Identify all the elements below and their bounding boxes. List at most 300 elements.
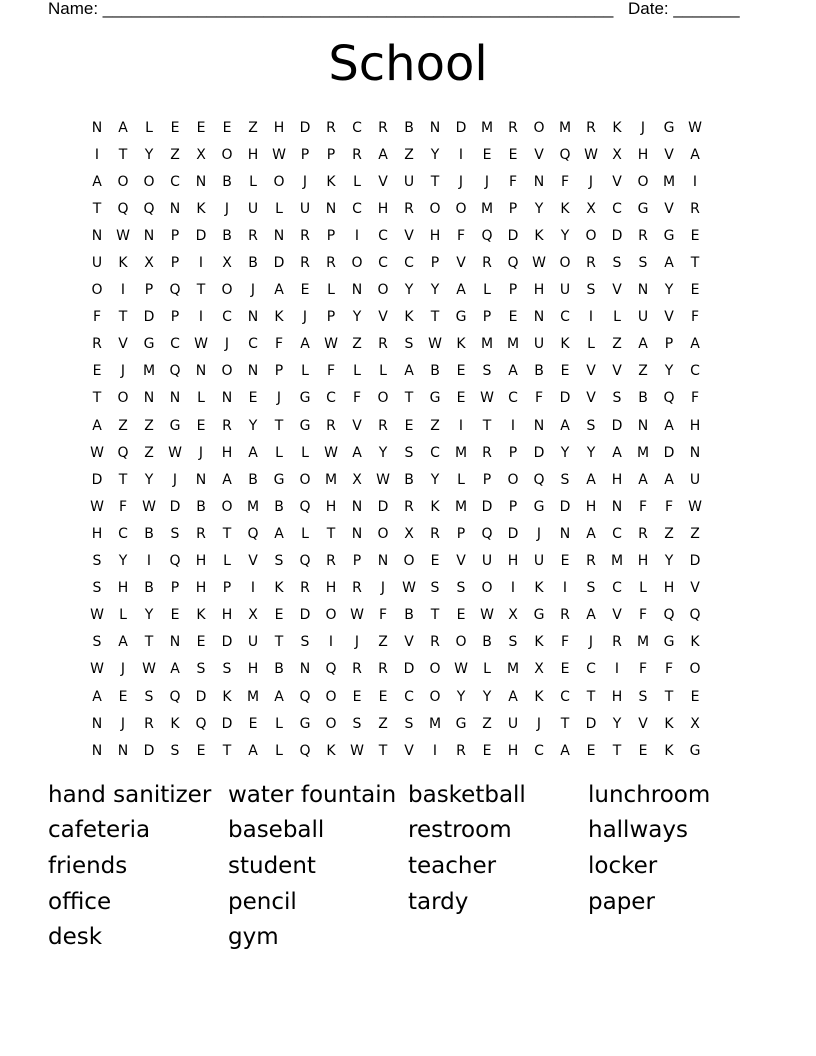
grid-letter: Y — [664, 553, 674, 570]
grid-letter: A — [378, 146, 388, 163]
grid-letter: A — [248, 444, 258, 461]
grid-letter: D — [533, 444, 545, 461]
grid-letter: U — [533, 336, 545, 353]
grid-letter: H — [637, 146, 649, 163]
grid-letter: M — [480, 119, 494, 136]
grid-letter: T — [326, 525, 336, 542]
grid-letter: S — [404, 715, 414, 732]
grid-letter: J — [302, 309, 308, 326]
grid-letter: E — [248, 390, 258, 407]
grid-letter: A — [92, 173, 102, 190]
grid-letter: L — [327, 282, 335, 299]
grid-letter: T — [560, 715, 570, 732]
grid-letter: K — [404, 309, 414, 326]
grid-letter: E — [196, 417, 206, 434]
grid-letter: I — [458, 417, 464, 434]
grid-letter: A — [222, 471, 232, 488]
grid-letter: C — [352, 119, 362, 136]
grid-letter: A — [612, 444, 622, 461]
grid-letter: C — [326, 390, 336, 407]
grid-letter: B — [274, 498, 284, 515]
grid-letter: T — [118, 309, 128, 326]
grid-letter: K — [534, 580, 544, 597]
grid-letter: G — [299, 715, 311, 732]
grid-letter: B — [404, 119, 414, 136]
grid-letter: U — [689, 471, 701, 488]
grid-letter: C — [612, 200, 622, 217]
grid-letter: A — [118, 119, 128, 136]
grid-letter: S — [560, 471, 570, 488]
grid-letter: F — [664, 661, 674, 678]
grid-letter: R — [352, 661, 362, 678]
grid-letter: T — [144, 634, 154, 651]
grid-letter: N — [689, 444, 701, 461]
grid-letter: Y — [430, 471, 440, 488]
grid-letter: J — [120, 715, 126, 732]
grid-letter: S — [612, 255, 622, 272]
grid-letter: D — [143, 742, 155, 759]
grid-letter: M — [662, 173, 676, 190]
grid-letter: S — [404, 336, 414, 353]
grid-letter: K — [456, 336, 466, 353]
grid-letter: G — [273, 471, 285, 488]
grid-letter: S — [300, 634, 310, 651]
grid-letter: P — [326, 309, 336, 326]
name-field-label: Name: ______________________________________________________ — [48, 0, 614, 18]
grid-letter: A — [690, 336, 700, 353]
grid-letter: L — [301, 444, 309, 461]
grid-letter: R — [586, 255, 596, 272]
grid-letter: Z — [248, 119, 258, 136]
grid-letter: M — [246, 688, 260, 705]
grid-letter: J — [224, 336, 230, 353]
grid-letter: O — [429, 661, 441, 678]
grid-letter: R — [404, 200, 414, 217]
grid-letter: Q — [247, 525, 259, 542]
word-list-item: baseball — [228, 817, 325, 844]
grid-letter: N — [325, 200, 337, 217]
grid-letter: L — [457, 471, 465, 488]
grid-letter: P — [222, 580, 232, 597]
grid-letter: Z — [404, 146, 414, 163]
grid-letter: U — [637, 309, 649, 326]
grid-letter: P — [326, 146, 336, 163]
grid-letter: F — [274, 336, 284, 353]
grid-letter: O — [273, 173, 285, 190]
grid-letter: I — [458, 146, 464, 163]
grid-letter: A — [300, 336, 310, 353]
grid-letter: D — [481, 498, 493, 515]
grid-letter: P — [326, 227, 336, 244]
grid-letter: Y — [430, 146, 440, 163]
grid-letter: G — [533, 498, 545, 515]
grid-letter: Q — [481, 525, 493, 542]
grid-letter: X — [404, 525, 414, 542]
grid-letter: Y — [560, 444, 570, 461]
grid-letter: F — [638, 661, 648, 678]
grid-letter: Q — [507, 255, 519, 272]
grid-letter: N — [221, 390, 233, 407]
grid-letter: X — [612, 146, 622, 163]
grid-letter: E — [196, 634, 206, 651]
grid-letter: E — [274, 607, 284, 624]
grid-letter: M — [480, 336, 494, 353]
grid-letter: N — [169, 390, 181, 407]
grid-letter: N — [559, 525, 571, 542]
grid-letter: T — [118, 471, 128, 488]
grid-letter: C — [248, 336, 258, 353]
grid-letter: Q — [299, 553, 311, 570]
grid-letter: N — [195, 471, 207, 488]
grid-letter: K — [196, 607, 206, 624]
grid-letter: E — [378, 688, 388, 705]
grid-letter: F — [508, 173, 518, 190]
grid-letter: S — [586, 580, 596, 597]
grid-letter: D — [507, 525, 519, 542]
grid-letter: D — [585, 715, 597, 732]
grid-letter: O — [117, 173, 129, 190]
grid-letter: D — [455, 119, 467, 136]
grid-letter: B — [274, 661, 284, 678]
grid-letter: B — [222, 173, 232, 190]
grid-letter: Q — [325, 661, 337, 678]
grid-letter: L — [301, 363, 309, 380]
word-list-item: teacher — [408, 852, 497, 879]
grid-letter: I — [510, 580, 516, 597]
grid-letter: T — [274, 417, 284, 434]
grid-letter: C — [352, 200, 362, 217]
grid-letter: W — [688, 498, 702, 515]
grid-letter: P — [482, 471, 492, 488]
grid-letter: K — [690, 634, 700, 651]
grid-letter: D — [273, 255, 285, 272]
grid-letter: R — [300, 255, 310, 272]
grid-letter: K — [326, 173, 336, 190]
grid-letter: Y — [352, 309, 362, 326]
grid-letter: Z — [144, 444, 154, 461]
grid-letter: A — [508, 688, 518, 705]
grid-letter: X — [144, 255, 154, 272]
grid-letter: K — [534, 688, 544, 705]
grid-letter: S — [92, 634, 102, 651]
worksheet-header — [48, 0, 740, 18]
grid-letter: E — [482, 742, 492, 759]
grid-letter: V — [612, 282, 622, 299]
grid-letter: W — [324, 444, 338, 461]
grid-letter: F — [638, 498, 648, 515]
grid-letter: M — [506, 336, 520, 353]
grid-letter: N — [611, 498, 623, 515]
grid-letter: A — [586, 525, 596, 542]
grid-letter: B — [534, 363, 544, 380]
grid-letter: P — [508, 282, 518, 299]
grid-letter: Y — [248, 417, 258, 434]
word-list-item: desk — [48, 924, 103, 951]
grid-letter: Y — [144, 471, 154, 488]
grid-letter: X — [508, 607, 518, 624]
word-list-item: friends — [48, 852, 128, 879]
grid-letter: R — [560, 607, 570, 624]
grid-letter: R — [352, 146, 362, 163]
grid-letter: P — [170, 255, 180, 272]
grid-letter: X — [196, 146, 206, 163]
grid-letter: A — [274, 688, 284, 705]
grid-letter: O — [325, 607, 337, 624]
grid-letter: J — [120, 363, 126, 380]
grid-letter: O — [481, 580, 493, 597]
grid-letter: V — [118, 336, 128, 353]
grid-letter: O — [429, 200, 441, 217]
grid-letter: N — [247, 363, 259, 380]
grid-letter: O — [221, 498, 233, 515]
grid-letter: E — [560, 553, 570, 570]
grid-letter: C — [222, 309, 232, 326]
grid-letter: F — [560, 173, 570, 190]
grid-letter: R — [300, 580, 310, 597]
grid-letter: V — [534, 146, 544, 163]
grid-letter: H — [611, 471, 623, 488]
grid-letter: R — [612, 634, 622, 651]
grid-letter: I — [432, 742, 438, 759]
grid-letter: G — [299, 417, 311, 434]
grid-letter: H — [221, 444, 233, 461]
grid-letter: L — [353, 173, 361, 190]
grid-letter: V — [664, 200, 674, 217]
grid-letter: W — [90, 661, 104, 678]
grid-letter: A — [92, 417, 102, 434]
grid-letter: W — [116, 227, 130, 244]
grid-letter: F — [92, 309, 102, 326]
grid-letter: D — [195, 227, 207, 244]
grid-letter: M — [324, 471, 338, 488]
grid-letter: N — [637, 282, 649, 299]
grid-letter: U — [299, 200, 311, 217]
grid-letter: H — [507, 742, 519, 759]
word-list-item: hand sanitizer — [48, 781, 212, 808]
grid-letter: O — [533, 119, 545, 136]
grid-letter: Y — [144, 607, 154, 624]
grid-letter: R — [690, 200, 700, 217]
grid-letter: Q — [299, 498, 311, 515]
grid-letter: T — [378, 742, 388, 759]
grid-letter: O — [637, 173, 649, 190]
grid-letter: I — [562, 580, 568, 597]
grid-letter: E — [352, 688, 362, 705]
word-list-item: cafeteria — [48, 817, 151, 844]
grid-letter: E — [508, 309, 518, 326]
grid-letter: T — [482, 417, 492, 434]
grid-letter: K — [196, 200, 206, 217]
grid-letter: G — [169, 417, 181, 434]
grid-letter: T — [404, 390, 414, 407]
grid-letter: E — [456, 607, 466, 624]
grid-letter: G — [143, 336, 155, 353]
grid-letter: D — [91, 471, 103, 488]
grid-letter: A — [664, 471, 674, 488]
grid-letter: O — [377, 282, 389, 299]
grid-letter: W — [194, 336, 208, 353]
grid-letter: I — [198, 255, 204, 272]
grid-letter: N — [143, 227, 155, 244]
grid-letter: H — [195, 553, 207, 570]
grid-letter: A — [404, 363, 414, 380]
grid-letter: K — [560, 200, 570, 217]
grid-letter: I — [94, 146, 100, 163]
grid-letter: I — [198, 309, 204, 326]
grid-letter: R — [378, 661, 388, 678]
grid-letter: D — [169, 498, 181, 515]
grid-letter: H — [91, 525, 103, 542]
grid-letter: V — [456, 255, 466, 272]
grid-letter: D — [221, 634, 233, 651]
grid-letter: N — [533, 417, 545, 434]
grid-letter: S — [508, 634, 518, 651]
grid-letter: H — [663, 580, 675, 597]
grid-letter: G — [663, 227, 675, 244]
grid-letter: W — [402, 580, 416, 597]
grid-letter: S — [638, 255, 648, 272]
grid-letter: W — [376, 471, 390, 488]
grid-letter: Z — [430, 417, 440, 434]
grid-letter: I — [250, 580, 256, 597]
grid-letter: K — [170, 715, 180, 732]
grid-letter: B — [222, 227, 232, 244]
grid-letter: N — [169, 634, 181, 651]
grid-letter: Q — [689, 607, 701, 624]
grid-letter: C — [560, 688, 570, 705]
grid-letter: A — [560, 742, 570, 759]
grid-letter: Z — [690, 525, 700, 542]
word-list-item: locker — [588, 852, 658, 879]
grid-letter: C — [508, 390, 518, 407]
grid-letter: T — [118, 146, 128, 163]
grid-letter: Y — [664, 282, 674, 299]
grid-letter: Q — [481, 227, 493, 244]
grid-letter: U — [247, 634, 259, 651]
grid-letter: M — [454, 498, 468, 515]
grid-letter: I — [692, 173, 698, 190]
grid-letter: L — [119, 607, 127, 624]
grid-letter: T — [92, 390, 102, 407]
grid-letter: G — [533, 607, 545, 624]
grid-letter: M — [506, 661, 520, 678]
grid-letter: O — [221, 146, 233, 163]
grid-letter: E — [638, 742, 648, 759]
grid-letter: Q — [117, 444, 129, 461]
grid-letter: V — [248, 553, 258, 570]
grid-letter: R — [300, 227, 310, 244]
grid-letter: P — [508, 200, 518, 217]
grid-letter: P — [170, 309, 180, 326]
grid-letter: W — [480, 390, 494, 407]
grid-letter: C — [404, 255, 414, 272]
grid-letter: V — [404, 742, 414, 759]
grid-letter: E — [430, 553, 440, 570]
grid-letter: S — [92, 553, 102, 570]
grid-letter: Z — [352, 336, 362, 353]
grid-letter: R — [378, 119, 388, 136]
grid-letter: E — [222, 119, 232, 136]
grid-letter: D — [377, 498, 389, 515]
grid-letter: Q — [533, 471, 545, 488]
grid-letter: N — [91, 227, 103, 244]
grid-letter: M — [636, 634, 650, 651]
grid-letter: N — [533, 173, 545, 190]
grid-letter: A — [664, 255, 674, 272]
grid-letter: E — [482, 146, 492, 163]
grid-letter: U — [403, 173, 415, 190]
grid-letter: L — [223, 553, 231, 570]
grid-letter: T — [690, 255, 700, 272]
grid-letter: L — [145, 119, 153, 136]
grid-letter: H — [689, 417, 701, 434]
grid-letter: F — [326, 363, 336, 380]
grid-letter: R — [352, 580, 362, 597]
grid-letter: A — [638, 336, 648, 353]
grid-letter: F — [638, 607, 648, 624]
grid-letter: Y — [118, 553, 128, 570]
grid-letter: L — [379, 363, 387, 380]
grid-letter: U — [481, 553, 493, 570]
grid-letter: B — [638, 390, 648, 407]
grid-letter: R — [404, 498, 414, 515]
grid-letter: H — [117, 580, 129, 597]
grid-letter: V — [456, 553, 466, 570]
grid-letter: C — [612, 580, 622, 597]
grid-letter: C — [170, 173, 180, 190]
grid-letter: C — [378, 255, 388, 272]
word-list-item: gym — [228, 924, 279, 951]
grid-letter: V — [404, 227, 414, 244]
grid-letter: L — [275, 742, 283, 759]
grid-letter: K — [274, 580, 284, 597]
grid-letter: E — [170, 119, 180, 136]
grid-letter: I — [146, 553, 152, 570]
grid-letter: D — [221, 715, 233, 732]
grid-letter: E — [248, 715, 258, 732]
grid-letter: T — [196, 282, 206, 299]
grid-letter: T — [586, 688, 596, 705]
grid-letter: M — [480, 200, 494, 217]
grid-letter: O — [299, 471, 311, 488]
grid-letter: W — [454, 661, 468, 678]
grid-letter: T — [664, 688, 674, 705]
grid-letter: A — [508, 363, 518, 380]
grid-letter: D — [611, 227, 623, 244]
grid-letter: A — [586, 471, 596, 488]
grid-letter: C — [690, 363, 700, 380]
grid-letter: N — [195, 363, 207, 380]
grid-letter: V — [586, 390, 596, 407]
grid-letter: B — [404, 607, 414, 624]
grid-letter: H — [325, 498, 337, 515]
grid-letter: L — [613, 309, 621, 326]
grid-letter: V — [612, 607, 622, 624]
word-list-item: tardy — [408, 888, 469, 915]
grid-letter: S — [92, 580, 102, 597]
grid-letter: W — [584, 146, 598, 163]
grid-letter: P — [430, 255, 440, 272]
grid-letter: I — [328, 634, 334, 651]
grid-letter: H — [507, 553, 519, 570]
grid-letter: N — [117, 742, 129, 759]
grid-letter: R — [248, 227, 258, 244]
grid-letter: D — [403, 661, 415, 678]
grid-letter: S — [612, 390, 622, 407]
grid-letter: D — [611, 417, 623, 434]
grid-letter: B — [144, 525, 154, 542]
grid-letter: N — [299, 661, 311, 678]
